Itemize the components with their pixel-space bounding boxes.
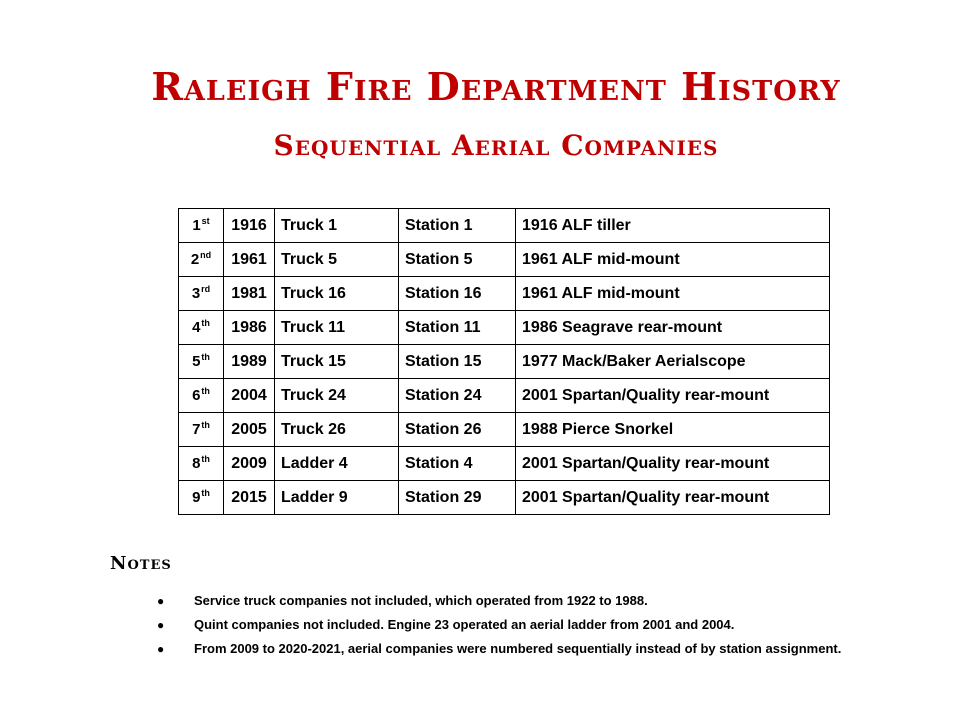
year-cell: 1989 [224,345,275,379]
sequence-cell [179,379,224,413]
ordinal-suffix: th [201,454,210,464]
table-row [179,447,830,481]
apparatus-cell: 2001 Spartan/Quality rear-mount [516,379,830,413]
sequence-cell [179,413,224,447]
apparatus-cell: 1977 Mack/Baker Aerialscope [516,345,830,379]
sequence-number: 3 [191,285,201,302]
sequence-number: 8 [192,455,201,472]
unit-cell: Ladder 9 [275,481,399,515]
table-row [179,209,830,243]
sequence-number: 6 [192,387,201,404]
aerial-companies-table [178,208,830,515]
apparatus-cell: 1961 ALF mid-mount [516,243,830,277]
sequence-number: 5 [192,353,201,370]
table-row [179,243,830,277]
station-cell: Station 26 [399,413,516,447]
sequence-cell [179,209,224,243]
sequence-number: 1 [192,217,201,234]
year-cell: 1981 [224,277,275,311]
unit-cell: Truck 24 [275,379,399,413]
table-row [179,311,830,345]
station-cell: Station 24 [399,379,516,413]
unit-cell: Truck 1 [275,209,399,243]
notes-heading: Notes [110,553,172,574]
table-row [179,481,830,515]
unit-cell: Truck 15 [275,345,399,379]
year-cell: 2004 [224,379,275,413]
apparatus-cell: 1961 ALF mid-mount [516,277,830,311]
unit-cell: Ladder 4 [275,447,399,481]
bullet-icon: ● [157,594,165,608]
bullet-icon: ● [157,618,165,632]
ordinal-suffix: th [201,420,210,430]
sequence-cell [179,481,224,515]
ordinal-suffix: th [201,488,210,498]
note-item [150,637,940,661]
sequence-cell [179,277,224,311]
page-subtitle: Sequential Aerial Companies [273,129,719,162]
year-cell: 2009 [224,447,275,481]
station-cell: Station 4 [399,447,516,481]
station-cell: Station 1 [399,209,516,243]
sequence-number: 4 [192,319,201,336]
notes-list [150,589,940,661]
note-text: Service truck companies not included, which operated from 1922 to 1988. [194,593,648,608]
unit-cell: Truck 5 [275,243,399,277]
apparatus-cell: 1988 Pierce Snorkel [516,413,830,447]
unit-cell: Truck 11 [275,311,399,345]
ordinal-suffix: th [201,352,210,362]
ordinal-suffix: rd [201,284,211,294]
year-cell: 1916 [224,209,275,243]
year-cell: 2005 [224,413,275,447]
bullet-icon: ● [157,642,165,656]
ordinal-suffix: th [201,318,210,328]
sequence-cell [179,345,224,379]
year-cell: 1986 [224,311,275,345]
table-row [179,277,830,311]
note-text: From 2009 to 2020-2021, aerial companies were numbered sequentially instead of by station assignment. [194,641,842,656]
sequence-number: 9 [192,489,201,506]
note-item [150,589,940,613]
year-cell: 1961 [224,243,275,277]
unit-cell: Truck 26 [275,413,399,447]
apparatus-cell: 2001 Spartan/Quality rear-mount [516,481,830,515]
station-cell: Station 16 [399,277,516,311]
sequence-cell [179,311,224,345]
sequence-cell [179,243,224,277]
station-cell: Station 5 [399,243,516,277]
note-item [150,613,940,637]
page-title: Raleigh Fire Department History [151,64,841,109]
table-row [179,413,830,447]
station-cell: Station 11 [399,311,516,345]
apparatus-cell: 1916 ALF tiller [516,209,830,243]
year-cell: 2015 [224,481,275,515]
ordinal-suffix: st [201,216,210,226]
sequence-number: 2 [190,251,200,268]
note-text: Quint companies not included. Engine 23 operated an aerial ladder from 2001 and 2004. [194,617,735,632]
table-row [179,379,830,413]
station-cell: Station 29 [399,481,516,515]
apparatus-cell: 1986 Seagrave rear-mount [516,311,830,345]
ordinal-suffix: nd [200,250,212,260]
sequence-cell [179,447,224,481]
station-cell: Station 15 [399,345,516,379]
unit-cell: Truck 16 [275,277,399,311]
apparatus-cell: 2001 Spartan/Quality rear-mount [516,447,830,481]
table-row [179,345,830,379]
ordinal-suffix: th [201,386,210,396]
sequence-number: 7 [192,421,201,438]
